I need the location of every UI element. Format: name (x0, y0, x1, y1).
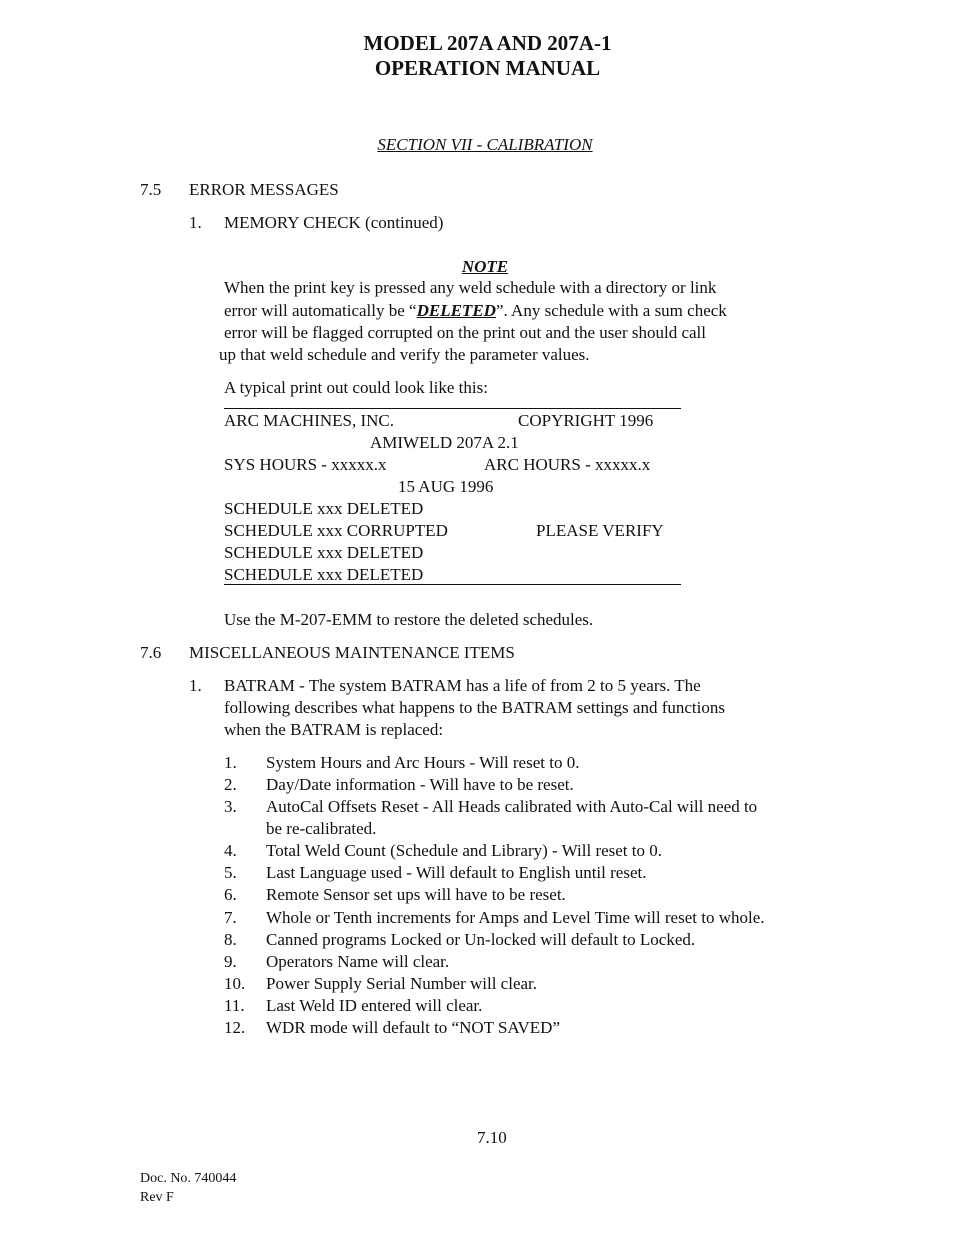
list-item-12-number: 12. (224, 1018, 246, 1037)
printout-please-verify: PLEASE VERIFY (536, 521, 664, 540)
list-item-11-number: 11. (224, 996, 245, 1015)
memory-check-title: MEMORY CHECK (continued) (224, 213, 444, 232)
printout-arc-hours: ARC HOURS - xxxxx.x (484, 455, 651, 474)
printout-line-4: SCHEDULE xxx DELETED (224, 565, 424, 584)
page-number: 7.10 (477, 1128, 507, 1147)
list-item-1-number: 1. (224, 753, 237, 772)
batram-number: 1. (189, 676, 202, 695)
note-line-4: up that weld schedule and verify the parameter values. (219, 345, 590, 364)
list-item-4-text: Total Weld Count (Schedule and Library) - Will reset to 0. (266, 841, 663, 860)
list-item-10-text: Power Supply Serial Number will clear. (266, 974, 538, 993)
list-item-3-text: AutoCal Offsets Reset - All Heads calibrated with Auto-Cal will need to (266, 797, 758, 816)
printout-top-rule (224, 408, 681, 409)
list-item-6-number: 6. (224, 885, 237, 904)
list-item-8-text: Canned programs Locked or Un-locked will default to Locked. (266, 930, 696, 949)
printout-date: 15 AUG 1996 (398, 477, 494, 496)
list-item-6-text: Remote Sensor set ups will have to be reset. (266, 885, 566, 904)
section-7-6-number: 7.6 (140, 643, 162, 662)
document-number: Doc. No. 740044 (140, 1171, 237, 1186)
list-item-10-number: 10. (224, 974, 246, 993)
section-heading: SECTION VII - CALIBRATION (377, 135, 593, 154)
deleted-emphasis: DELETED (416, 301, 496, 320)
list-item-9-number: 9. (224, 952, 237, 971)
list-item-11-text: Last Weld ID entered will clear. (266, 996, 483, 1015)
list-item-1-text: System Hours and Arc Hours - Will reset to 0. (266, 753, 580, 772)
printout-line-3: SCHEDULE xxx DELETED (224, 543, 424, 562)
printout-software: AMIWELD 207A 2.1 (370, 433, 519, 452)
section-7-6-heading: MISCELLANEOUS MAINTENANCE ITEMS (189, 643, 515, 662)
revision: Rev F (140, 1190, 174, 1205)
list-item-3-text-continued: be re-calibrated. (266, 819, 377, 838)
list-item-7-text: Whole or Tenth increments for Amps and Level Time will reset to whole. (266, 908, 765, 927)
list-item-5-number: 5. (224, 863, 237, 882)
note-line-3: error will be flagged corrupted on the print out and the user should call (224, 323, 706, 342)
list-item-5-text: Last Language used - Will default to English until reset. (266, 863, 647, 882)
printout-copyright: COPYRIGHT 1996 (518, 411, 654, 430)
printout-line-2: SCHEDULE xxx CORRUPTED (224, 521, 448, 540)
batram-line-3: when the BATRAM is replaced: (224, 720, 444, 739)
section-7-5-number: 7.5 (140, 180, 162, 199)
list-item-8-number: 8. (224, 930, 237, 949)
document-title-line2: OPERATION MANUAL (374, 56, 601, 80)
list-item-2-text: Day/Date information - Will have to be reset. (266, 775, 574, 794)
list-item-4-number: 4. (224, 841, 237, 860)
printout-sys-hours: SYS HOURS - xxxxx.x (224, 455, 387, 474)
list-item-12-text: WDR mode will default to “NOT SAVED” (266, 1018, 560, 1037)
memory-check-number: 1. (189, 213, 202, 232)
note-line-2-pre: error will automatically be “ (224, 301, 417, 320)
list-item-3-number: 3. (224, 797, 237, 816)
list-item-9-text: Operators Name will clear. (266, 952, 450, 971)
list-item-7-number: 7. (224, 908, 237, 927)
note-line-1: When the print key is pressed any weld schedule with a directory or link (224, 278, 717, 297)
restore-instruction: Use the M-207-EMM to restore the deleted schedules. (224, 610, 594, 629)
batram-line-1: BATRAM - The system BATRAM has a life of from 2 to 5 years. The (224, 676, 701, 695)
document-title-line1: MODEL 207A AND 207A-1 (363, 31, 612, 55)
list-item-2-number: 2. (224, 775, 237, 794)
printout-line-1: SCHEDULE xxx DELETED (224, 499, 424, 518)
batram-line-2: following describes what happens to the BATRAM settings and functions (224, 698, 725, 717)
printout-bottom-rule (224, 584, 681, 585)
note-line-2 (224, 300, 727, 322)
printout-company: ARC MACHINES, INC. (224, 411, 395, 430)
section-7-5-heading: ERROR MESSAGES (189, 180, 339, 199)
typical-printout-intro: A typical print out could look like this: (224, 378, 488, 397)
note-line-2-post: ”. Any schedule with a sum check (495, 301, 727, 320)
note-title: NOTE (461, 257, 509, 276)
